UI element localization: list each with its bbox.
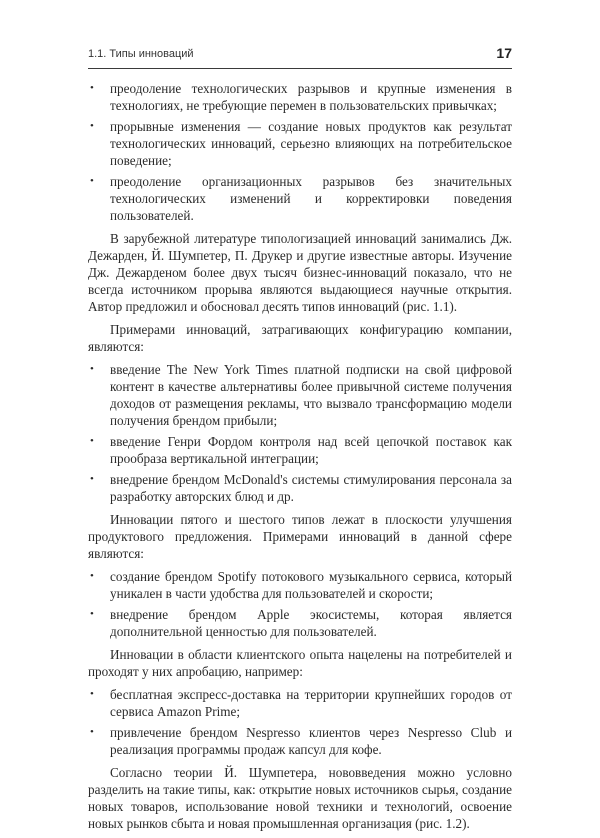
list-item: • бесплатная экспресс-доставка на территории крупнейших городов от сервиса Amazon Prime; <box>90 687 512 719</box>
paragraph-3: Инновации пятого и шестого типов лежат в плоскости улучшения продуктового предложения. Примерами инноваций в данной сфере являются: <box>88 512 512 561</box>
list-item: • внедрение брендом McDonald's системы стимулирования персонала за разработку авторских блюд и др. <box>90 472 512 504</box>
paragraph-4: Инновации в области клиентского опыта нацелены на потребителей и проходят у них апробацию, например: <box>88 647 512 679</box>
list-item: • внедрение брендом Apple экосистемы, которая является дополнительной ценностью для пользователей. <box>90 607 512 639</box>
bullet-icon: • <box>90 435 94 447</box>
bullet-list-2 <box>88 361 512 505</box>
list-item: • привлечение брендом Nespresso клиентов через Nespresso Club и реализация программы продаж капсул для кофе. <box>90 725 512 757</box>
paragraph-1: В зарубежной литературе типологизацией инноваций занимались Дж. Дежарден, Й. Шумпетер, П. Друкер и другие известные авторы. Изучение Дж. Дежарденом более двух тысяч бизнес-инноваций показало, что не всегда источником прорыва являются выдающиеся научные открытия. Автор предложил и обосновал десять типов инноваций (рис. 1.1). <box>88 231 512 314</box>
bullet-icon: • <box>90 120 94 132</box>
bullet-icon: • <box>90 82 94 94</box>
bullet-icon: • <box>90 570 94 582</box>
list-item: • создание брендом Spotify потокового музыкального сервиса, который уникален в части удобства для пользователей и скорости; <box>90 569 512 601</box>
bullet-icon: • <box>90 608 94 620</box>
bullet-icon: • <box>90 175 94 187</box>
bullet-icon: • <box>90 688 94 700</box>
list-item: • преодоление технологических разрывов и крупные изменения в технологиях, не требующие перемен в пользовательских привычках; <box>90 81 512 113</box>
page-number: 17 <box>496 45 512 61</box>
list-item: • прорывные изменения — создание новых продуктов как результат технологических инноваций, серьезно влияющих на потребительское поведение; <box>90 119 512 168</box>
bullet-list-1 <box>88 80 512 224</box>
paragraph-5: Согласно теории Й. Шумпетера, нововведения можно условно разделить на такие типы, как: открытие новых источников сырья, создание новых товаров, использование новой техники и технологий, освоение новых рынков сбыта и новая промышленная организация (рис. 1.2). <box>88 765 512 831</box>
bullet-icon: • <box>90 726 94 738</box>
bullet-icon: • <box>90 473 94 485</box>
bullet-list-3 <box>88 568 512 640</box>
page-body <box>88 80 512 838</box>
running-head: 1.1. Типы инноваций <box>88 48 194 60</box>
list-item: • введение Генри Фордом контроля над всей цепочкой поставок как прообраза вертикальной интеграции; <box>90 434 512 466</box>
bullet-icon: • <box>90 363 94 375</box>
page-header <box>88 46 512 69</box>
paragraph-2: Примерами инноваций, затрагивающих конфигурацию компании, являются: <box>88 322 512 354</box>
list-item: • введение The New York Times платной подписки на свой цифровой контент в качестве альтернативы более привычной системе получения доходов от размещения рекламы, что вызвало трансформацию модели получения брендом прибыли; <box>90 362 512 428</box>
bullet-list-4 <box>88 686 512 758</box>
list-item: • преодоление организационных разрывов без значительных технологических изменений и корректировки поведения пользователей. <box>90 174 512 223</box>
